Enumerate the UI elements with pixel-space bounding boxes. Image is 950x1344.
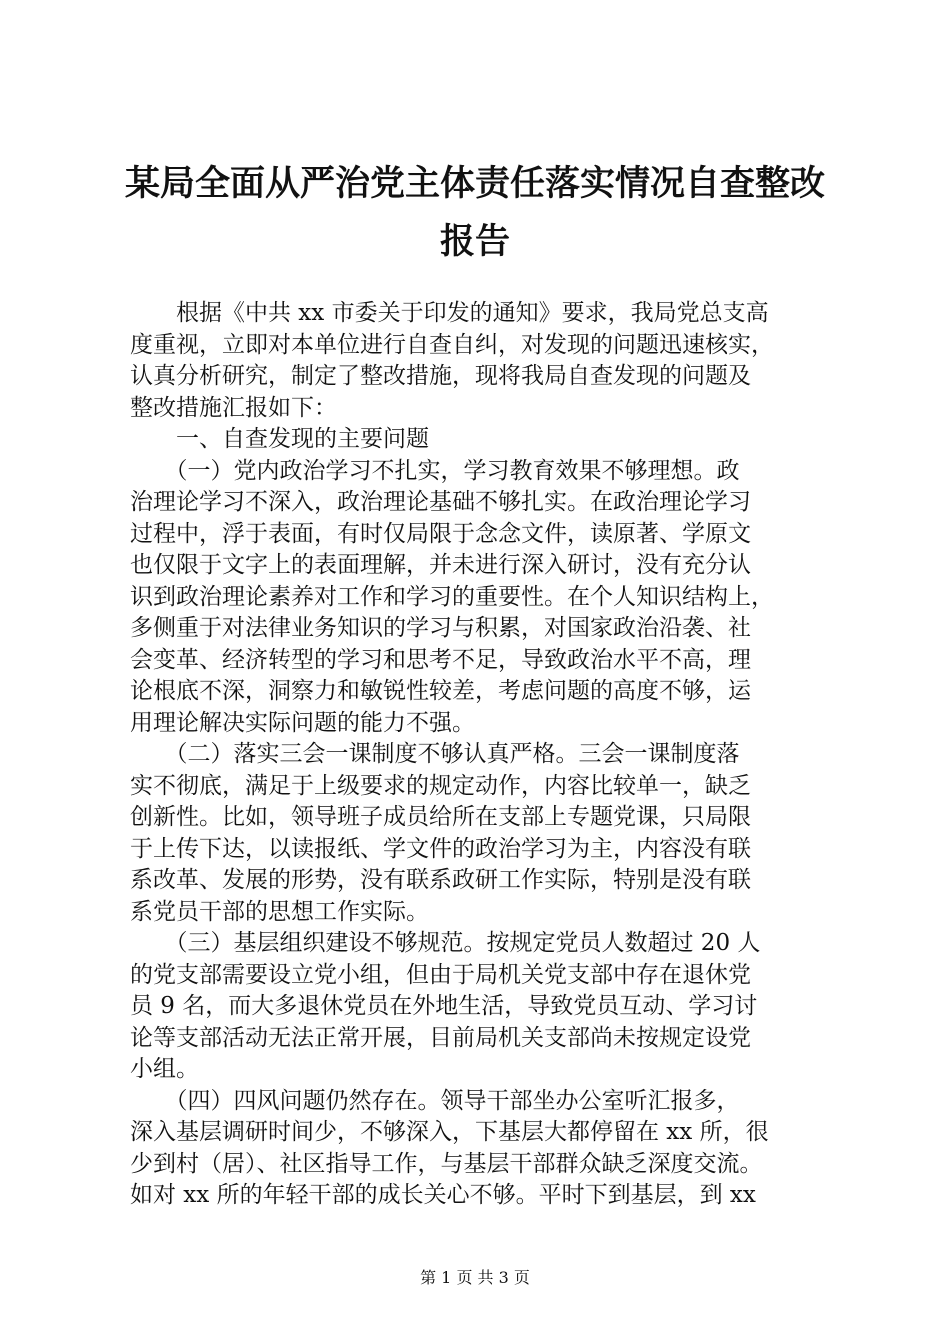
body-text-line: 识到政治理论素养对工作和学习的重要性。在个人知识结构上， [130, 583, 774, 610]
body-text-line: 根据《中共 xx 市委关于印发的通知》要求，我局党总支高 [130, 300, 769, 326]
body-text-line: （三）基层组织建设不够规范。按规定党员人数超过 20 人 [130, 930, 761, 956]
body-text-line: 深入基层调研时间少，不够深入，下基层大都停留在 xx 所，很 [130, 1119, 769, 1145]
body-text-line: 一、自查发现的主要问题 [130, 426, 429, 452]
body-text-line: （一）党内政治学习不扎实，学习教育效果不够理想。政 [130, 457, 740, 484]
body-text-line: （四）四风问题仍然存在。领导干部坐办公室听汇报多， [130, 1087, 740, 1114]
body-text-line: 过程中，浮于表面，有时仅局限于念念文件，读原著、学原文 [130, 520, 751, 547]
body-text-line: 治理论学习不深入，政治理论基础不够扎实。在政治理论学习 [130, 489, 751, 515]
body-text-line: （二）落实三会一课制度不够认真严格。三会一课制度落 [130, 741, 740, 767]
page-footer: 第 1 页 共 3 页 [420, 1268, 530, 1287]
body-text-line: 多侧重于对法律业务知识的学习与积累，对国家政治沿袭、社 [130, 615, 751, 641]
body-text-line: 实不彻底，满足于上级要求的规定动作，内容比较单一，缺乏 [130, 772, 751, 799]
body-text-line: 也仅限于文字上的表面理解，并未进行深入研讨，没有充分认 [130, 552, 751, 578]
body-text-line: 系党员干部的思想工作实际。 [130, 898, 429, 925]
body-text-line: 会变革、经济转型的学习和思考不足，导致政治水平不高，理 [130, 646, 751, 673]
body-text-line: 用理论解决实际问题的能力不强。 [130, 709, 475, 736]
document-title-line-2: 报告 [439, 221, 510, 262]
body-text-line: 员 9 名，而大多退休党员在外地生活，导致党员互动、学习讨 [130, 993, 758, 1019]
body-text-line: 少到村（居）、社区指导工作，与基层干部群众缺乏深度交流。 [130, 1150, 763, 1177]
body-text-line: 度重视，立即对本单位进行自查自纠，对发现的问题迅速核实， [130, 331, 774, 358]
body-text-line: 的党支部需要设立党小组，但由于局机关党支部中存在退休党 [130, 961, 751, 988]
body-text-line: 论根底不深，洞察力和敏锐性较差，考虑问题的高度不够，运 [130, 678, 751, 704]
document-title-line-1: 某局全面从严治党主体责任落实情况自查整改 [124, 163, 825, 204]
body-text-line: 认真分析研究，制定了整改措施，现将我局自查发现的问题及 [130, 363, 751, 389]
body-text-line: 系改革、发展的形势，没有联系政研工作实际，特别是没有联 [130, 867, 751, 893]
body-text-line: 如对 xx 所的年轻干部的成长关心不够。平时下到基层，到 xx [130, 1182, 756, 1208]
body-text-line: 整改措施汇报如下： [130, 394, 337, 421]
body-text-line: 小组。 [130, 1056, 199, 1082]
body-text-line: 论等支部活动无法正常开展，目前局机关支部尚未按规定设党 [130, 1024, 751, 1051]
body-text-line: 于上传下达，以读报纸、学文件的政治学习为主，内容没有联 [130, 835, 751, 862]
body-text-line: 创新性。比如，领导班子成员给所在支部上专题党课，只局限 [130, 804, 751, 830]
